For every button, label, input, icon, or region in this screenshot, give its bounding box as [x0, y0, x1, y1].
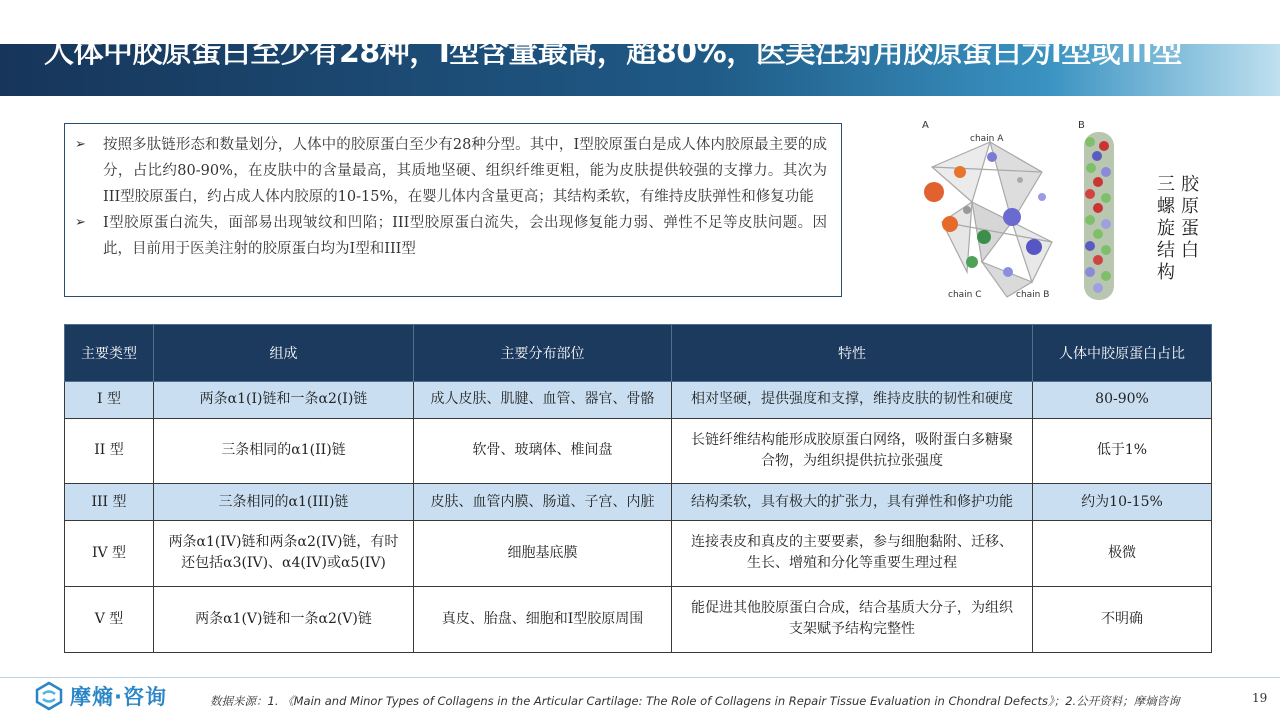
page-title: 人体中胶原蛋白至少有28种，I型含量最高，超80%，医美注射用胶原蛋白为I型或III型: [44, 35, 1182, 70]
cell-composition: 两条α1(I)链和一条α2(I)链: [154, 382, 414, 419]
cell-distribution: 成人皮肤、肌腱、血管、器官、骨骼: [414, 382, 672, 419]
table-header-row: [65, 325, 1212, 382]
table-row: [65, 586, 1212, 652]
chain-c-label: chain C: [948, 290, 982, 300]
collagen-caption: 胶原蛋白: [1181, 174, 1199, 261]
cell-proportion: 约为10-15%: [1033, 484, 1212, 521]
figure-label-a: A: [922, 120, 929, 131]
cell-composition: 两条α1(IV)链和两条α2(IV)链，有时还包括α3(IV)、α4(IV)或α5(IV): [154, 520, 414, 586]
cell-type: V 型: [65, 586, 154, 652]
intro-box: [64, 123, 842, 297]
collagen-types-table: [64, 324, 1212, 653]
intro-bullet-text: 按照多肽链形态和数量划分，人体中的胶原蛋白至少有28种分型。其中，I型胶原蛋白是成人体内胶原最主要的成分，占比约80-90%，在皮肤中的含量最高，其质地坚硬、组织纤维更粗，能为皮肤提供较强的支撑力。其次为III型胶原蛋白，约占成人体内胶原的10-15%，在婴儿体内含量更高；其结构柔软，有维持皮肤弹性和修复功能: [103, 137, 827, 205]
page-number: 19: [1252, 691, 1268, 705]
triple-helix-caption: 三螺旋结构: [1157, 174, 1175, 283]
cell-type: III 型: [65, 484, 154, 521]
intro-bullet-1: [75, 132, 827, 210]
cell-proportion: 不明确: [1033, 586, 1212, 652]
header-distribution: 主要分布部位: [414, 325, 672, 382]
footer-divider: [0, 677, 1280, 678]
cell-type: II 型: [65, 418, 154, 484]
cell-properties: 长链纤维结构能形成胶原蛋白网络，吸附蛋白多糖聚合物，为组织提供抗拉张强度: [672, 418, 1033, 484]
cell-distribution: 真皮、胎盘、细胞和I型胶原周围: [414, 586, 672, 652]
cell-distribution: 软骨、玻璃体、椎间盘: [414, 418, 672, 484]
cell-type: IV 型: [65, 520, 154, 586]
data-source-note: 数据来源：1. 《Main and Minor Types of Collagens in the Articular Cartilage: The Role of Collagens in Repair Tissue Evaluation in Chondral Defects》；2.公开资料；摩熵咨询: [210, 694, 1180, 708]
cell-proportion: 低于1%: [1033, 418, 1212, 484]
header-proportion: 人体中胶原蛋白占比: [1033, 325, 1212, 382]
cell-type: I 型: [65, 382, 154, 419]
cell-proportion: 80-90%: [1033, 382, 1212, 419]
cell-properties: 结构柔软，具有极大的扩张力，具有弹性和修护功能: [672, 484, 1033, 521]
cell-composition: 两条α1(V)链和一条α2(V)链: [154, 586, 414, 652]
cell-properties: 能促进其他胶原蛋白合成，结合基质大分子，为组织支架赋予结构完整性: [672, 586, 1033, 652]
brand-logo-icon: [34, 681, 64, 711]
brand-logo: [34, 681, 167, 711]
intro-bullet-2: [75, 210, 827, 262]
cell-distribution: 细胞基底膜: [414, 520, 672, 586]
chain-a-label: chain A: [970, 134, 1004, 144]
table-row: [65, 382, 1212, 419]
header-composition: 组成: [154, 325, 414, 382]
arrow-bullet-icon: ➢: [75, 137, 86, 152]
figure-label-b: B: [1078, 120, 1085, 131]
cell-distribution: 皮肤、血管内膜、肠道、子宫、内脏: [414, 484, 672, 521]
arrow-bullet-icon: ➢: [75, 215, 86, 230]
table-row: [65, 418, 1212, 484]
header-type: 主要类型: [65, 325, 154, 382]
cell-properties: 相对坚硬，提供强度和支撑，维持皮肤的韧性和硬度: [672, 382, 1033, 419]
cell-composition: 三条相同的α1(III)链: [154, 484, 414, 521]
collagen-structure-figure: [912, 112, 1212, 312]
chain-b-label: chain B: [1016, 290, 1050, 300]
brand-logo-text: 摩熵·咨询: [70, 685, 167, 709]
intro-bullet-text: I型胶原蛋白流失，面部易出现皱纹和凹陷；III型胶原蛋白流失，会出现修复能力弱、弹性不足等皮肤问题。因此，目前用于医美注射的胶原蛋白均为I型和III型: [103, 215, 827, 257]
cell-composition: 三条相同的α1(II)链: [154, 418, 414, 484]
table-row: [65, 520, 1212, 586]
cell-proportion: 极微: [1033, 520, 1212, 586]
header-properties: 特性: [672, 325, 1033, 382]
table-row: [65, 484, 1212, 521]
cell-properties: 连接表皮和真皮的主要要素，参与细胞黏附、迁移、生长、增殖和分化等重要生理过程: [672, 520, 1033, 586]
